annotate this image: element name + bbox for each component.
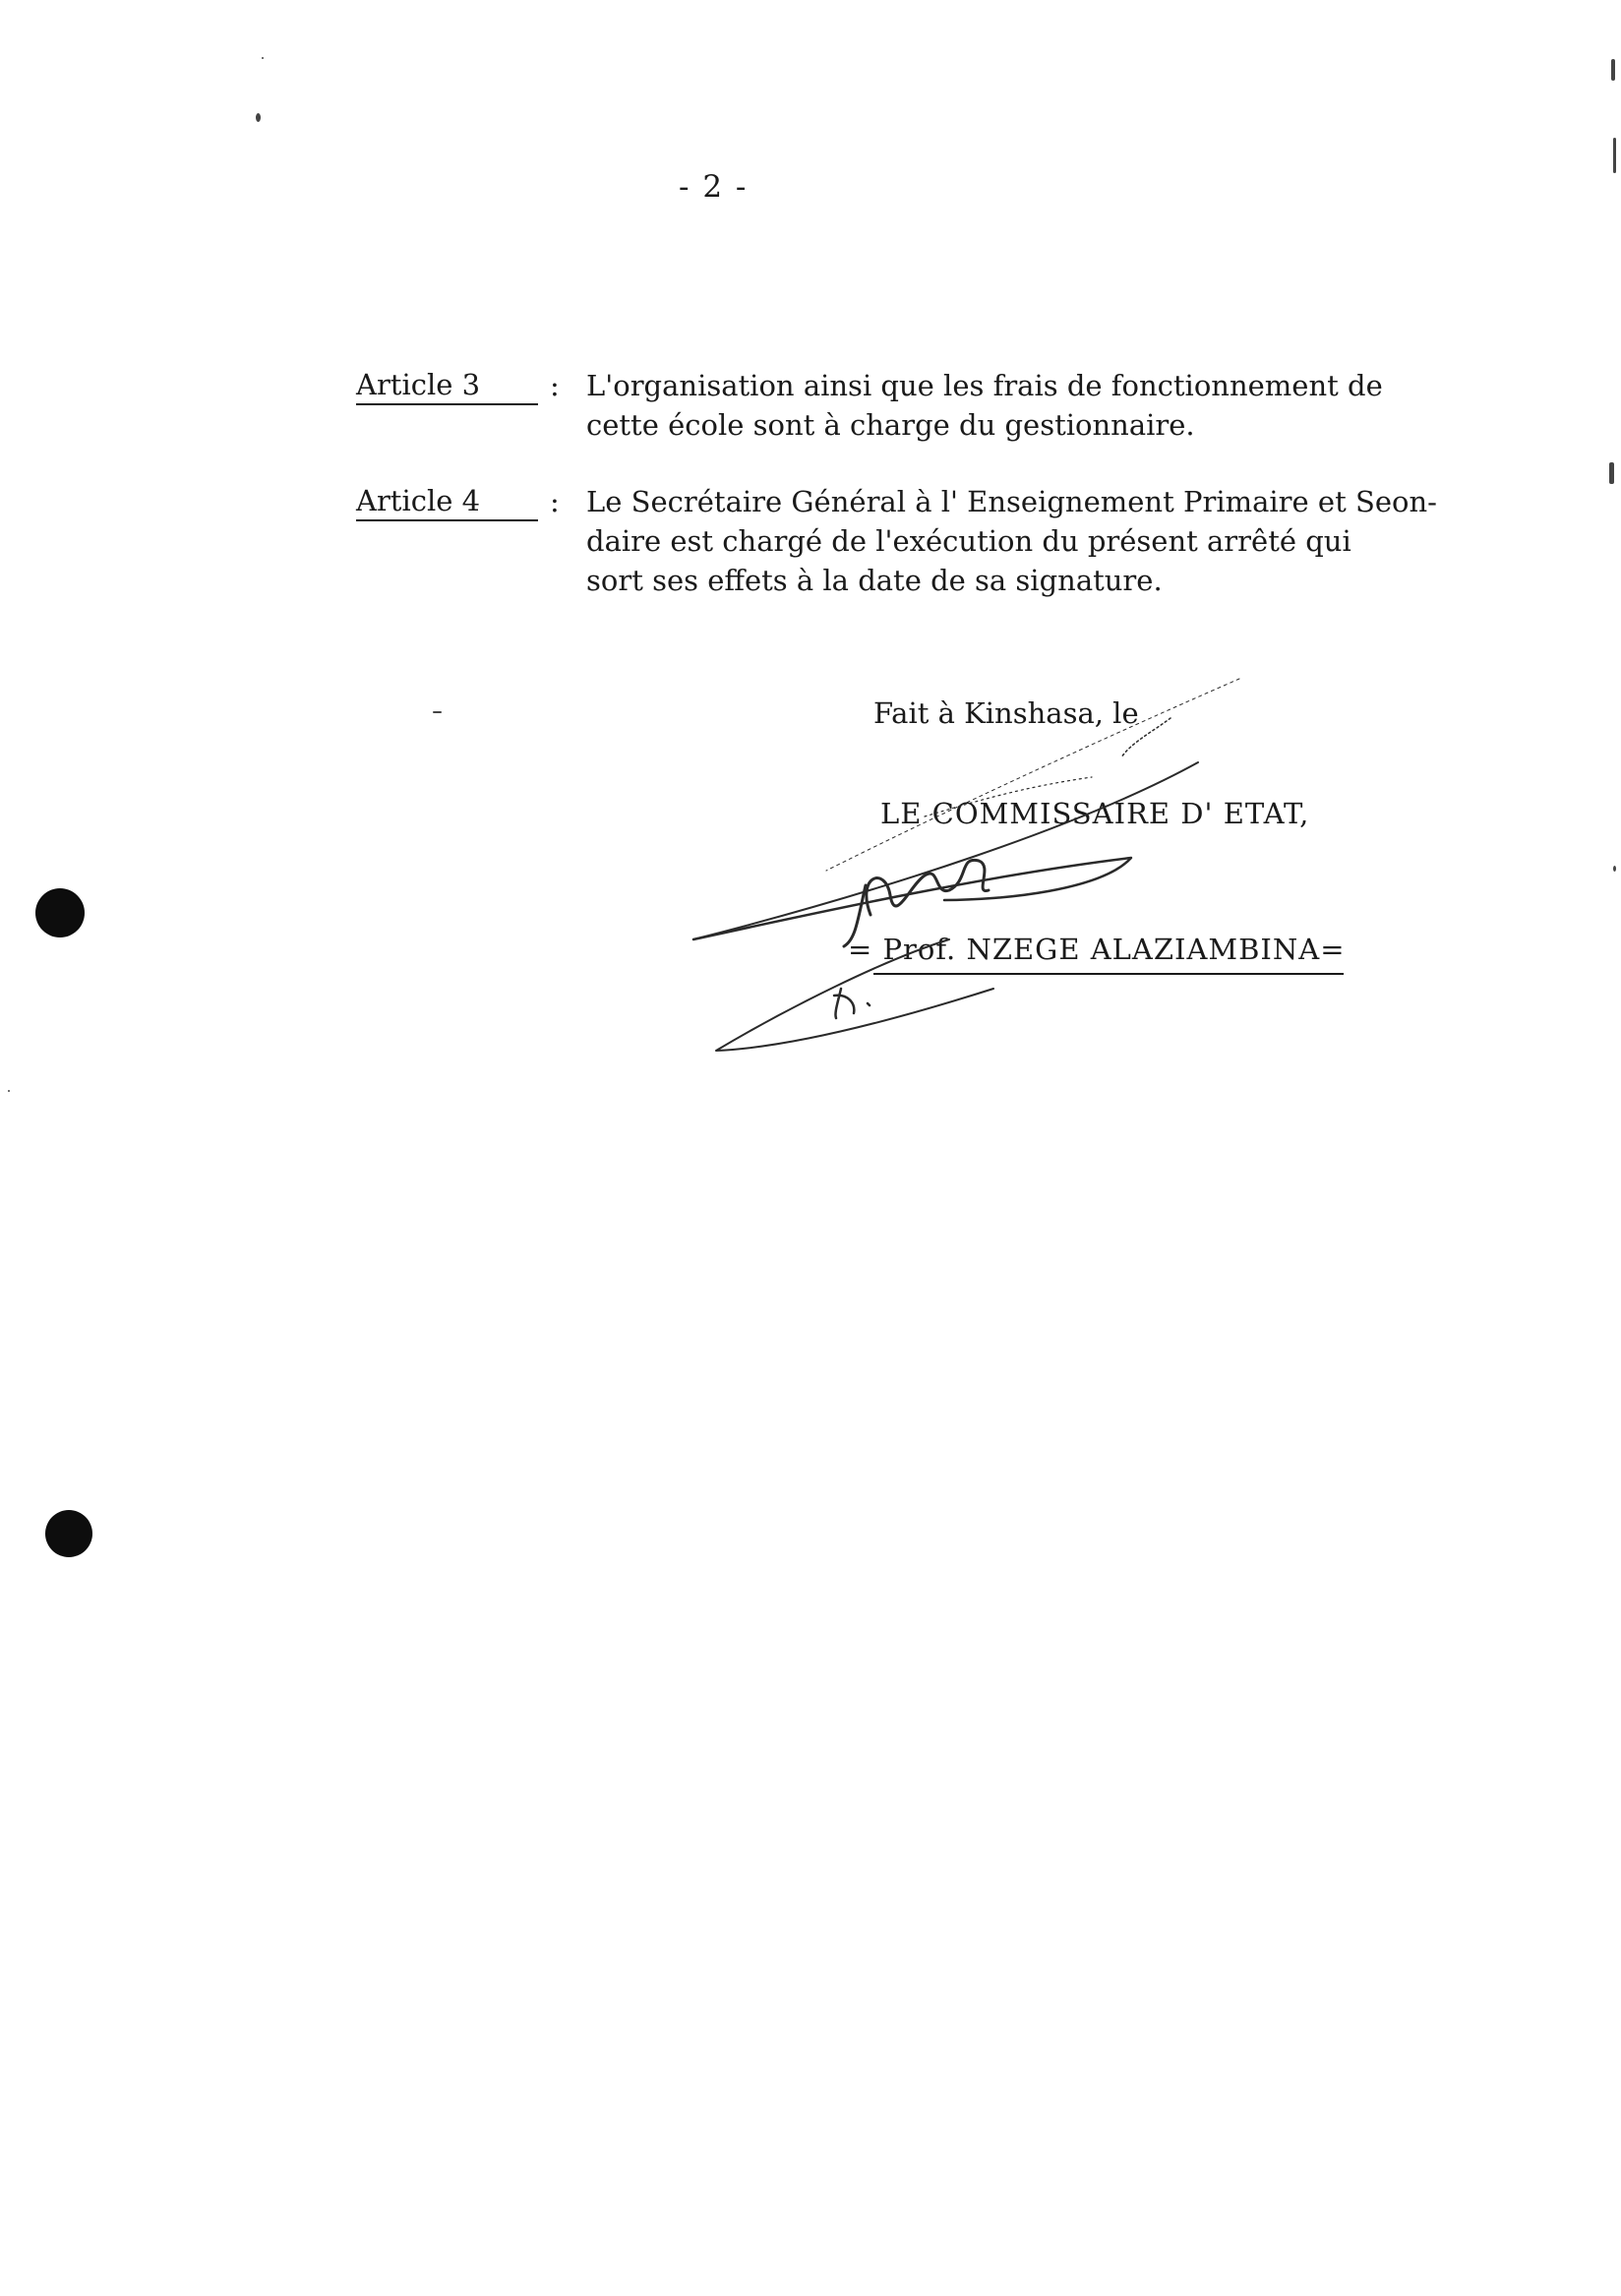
- scan-speck: [1611, 59, 1615, 81]
- article-line: Le Secrétaire Général à l' Enseignement Primaire et Seon-: [586, 485, 1437, 518]
- scan-speck: [1613, 866, 1616, 872]
- article-label: Article 4: [356, 482, 538, 521]
- article-line: cette école sont à charge du gestionnaire.: [586, 408, 1195, 442]
- scan-speck: [256, 113, 261, 122]
- article-line: L'organisation ainsi que les frais de fonctionnement de: [586, 369, 1383, 402]
- place-date: Fait à Kinshasa, le: [873, 696, 1139, 730]
- scan-speck: [433, 711, 442, 713]
- article-colon: :: [550, 369, 560, 402]
- scan-speck: [8, 1090, 10, 1092]
- article-body: [586, 482, 1550, 600]
- signatory-underline: [873, 973, 1344, 975]
- article-colon: :: [550, 485, 560, 518]
- signatory-name: = Prof. NZEGE ALAZIAMBINA=: [848, 933, 1346, 966]
- scan-speck: [1609, 462, 1614, 484]
- article-3: [356, 366, 1536, 454]
- signatory-title: LE COMMISSAIRE D' ETAT,: [880, 797, 1310, 830]
- article-line: daire est chargé de l'exécution du présent arrêté qui: [586, 524, 1351, 558]
- article-body: [586, 366, 1550, 445]
- scan-speck: [1613, 138, 1616, 173]
- article-label: Article 3: [356, 366, 538, 405]
- page-number: - 2 -: [679, 169, 749, 205]
- article-4: [356, 482, 1536, 610]
- article-line: sort ses effets à la date de sa signature.: [586, 564, 1163, 597]
- punch-hole: [45, 1510, 92, 1557]
- scan-speck: [262, 57, 264, 59]
- punch-hole: [35, 888, 85, 937]
